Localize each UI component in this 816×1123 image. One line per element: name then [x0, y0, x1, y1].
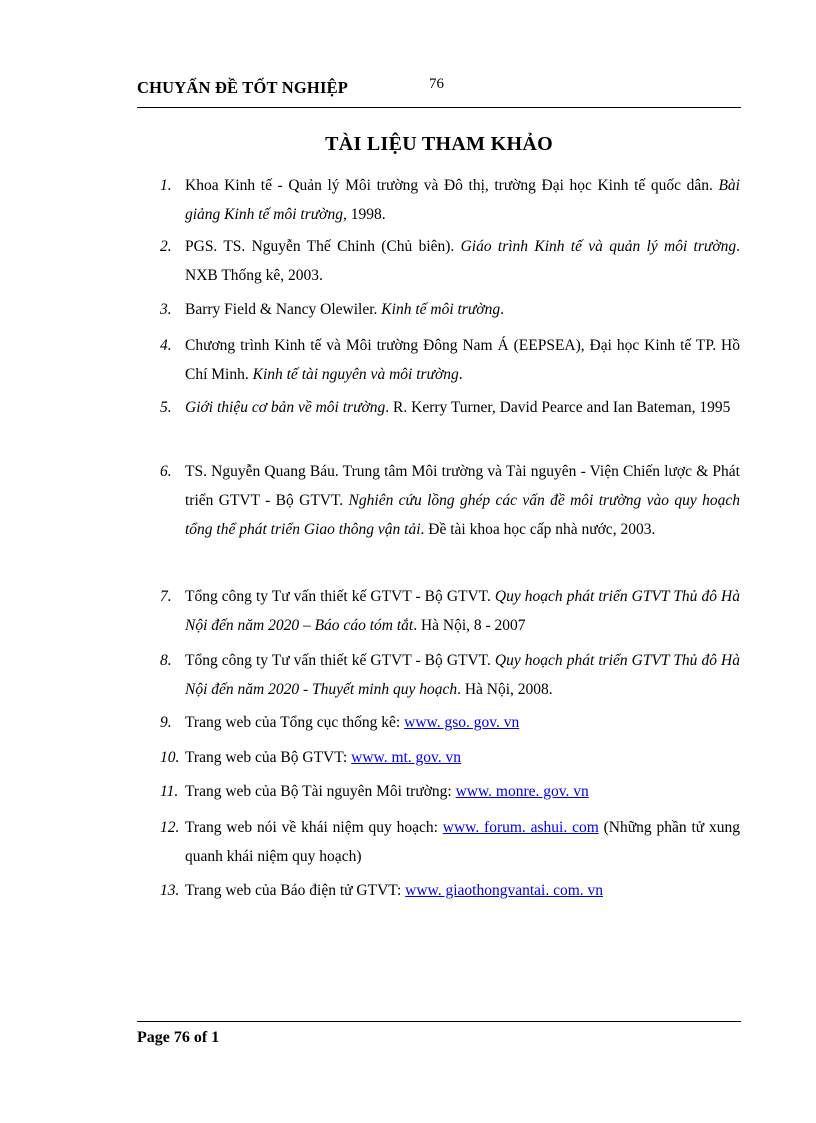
- reference-text: [185, 708, 740, 737]
- reference-text: [185, 331, 740, 389]
- reference-text-segment: Trang web của Báo điện tử GTVT:: [185, 882, 406, 899]
- reference-number: 5.: [160, 399, 172, 416]
- reference-text-segment: Khoa Kinh tế - Quản lý Môi trường và Đô thị, trường Đại học Kinh tế quốc dân.: [185, 177, 719, 194]
- reference-text-segment: . NXB Thống kê, 2003.: [185, 238, 740, 284]
- reference-text: [185, 777, 740, 806]
- header-title: CHUYẤN ĐỀ TỐT NGHIỆP: [137, 78, 349, 97]
- reference-italic-title: Nghiên cứu lồng ghép các vấn đề môi trường vào quy hoạch tổng thể phát triển Giao thông vận tải: [185, 492, 740, 538]
- reference-item: [160, 171, 740, 229]
- reference-number: 12.: [160, 819, 180, 836]
- reference-number: 9.: [160, 714, 172, 731]
- page-title: TÀI LIỆU THAM KHẢO: [325, 133, 553, 155]
- reference-text-segment: (Những phần tử xung quanh khái niệm quy hoạch): [185, 819, 741, 865]
- reference-item: [160, 295, 740, 324]
- reference-text-segment: Tổng công ty Tư vấn thiết kế GTVT - Bộ GTVT.: [185, 588, 495, 605]
- reference-link[interactable]: www. monre. gov. vn: [455, 783, 589, 800]
- reference-text-segment: PGS. TS. Nguyễn Thế Chinh (Chủ biên).: [185, 238, 461, 255]
- header-rule: [137, 107, 741, 108]
- reference-italic-title: Kinh tế môi trường: [381, 301, 501, 318]
- header-page-number: 76: [429, 76, 444, 92]
- reference-link[interactable]: www. gso. gov. vn: [404, 714, 520, 731]
- reference-text: [185, 876, 740, 905]
- reference-text-segment: Trang web của Tổng cục thống kê:: [185, 714, 405, 731]
- reference-item: [160, 331, 740, 389]
- reference-text-segment: Trang web của Bộ Tài nguyên Môi trường:: [185, 783, 456, 800]
- reference-text-segment: .: [458, 366, 463, 383]
- reference-text: [185, 457, 740, 544]
- reference-text: [185, 582, 740, 640]
- reference-text-segment: . Đề tài khoa học cấp nhà nước, 2003.: [420, 521, 656, 538]
- page-header: [137, 74, 741, 108]
- reference-item: [160, 232, 740, 290]
- reference-item: [160, 708, 740, 737]
- reference-italic-title: Quy hoạch phát triển GTVT Thủ đô Hà Nội đến năm 2020 - Thuyết minh quy hoạch: [185, 652, 740, 698]
- reference-text-segment: Tổng công ty Tư vấn thiết kế GTVT - Bộ GTVT.: [185, 652, 495, 669]
- reference-link[interactable]: www. forum. ashui. com: [442, 819, 599, 836]
- reference-text-segment: 1998.: [346, 206, 386, 223]
- reference-item: [160, 646, 740, 704]
- reference-text: [185, 232, 740, 290]
- reference-item: [160, 743, 740, 772]
- reference-text-segment: Chương trình Kinh tế và Môi trường Đông Nam Á (EEPSEA), Đại học Kinh tế TP. Hồ Chí Minh.: [185, 337, 740, 383]
- reference-number: 6.: [160, 463, 172, 480]
- footer-rule: [137, 1021, 741, 1022]
- reference-number: 7.: [160, 588, 172, 605]
- reference-item: [160, 813, 740, 871]
- reference-text-segment: Trang web của Bộ GTVT:: [185, 749, 352, 766]
- reference-italic-title: Giáo trình Kinh tế và quản lý môi trường: [460, 238, 737, 255]
- reference-text-segment: Barry Field & Nancy Olewiler.: [185, 301, 382, 318]
- reference-item: [160, 582, 740, 640]
- reference-number: 4.: [160, 337, 172, 354]
- reference-italic-title: Bài giảng Kinh tế môi trường,: [185, 177, 740, 223]
- reference-text: [185, 743, 740, 772]
- reference-number: 1.: [160, 177, 172, 194]
- reference-text: [185, 171, 740, 229]
- reference-number: 3.: [160, 301, 172, 318]
- reference-italic-title: Giới thiệu cơ bản về môi trường: [185, 399, 386, 416]
- reference-text: [185, 646, 740, 704]
- reference-text-segment: . Hà Nội, 2008.: [457, 681, 553, 698]
- reference-text: [185, 295, 740, 324]
- reference-text-segment: TS. Nguyễn Quang Báu. Trung tâm Môi trường và Tài nguyên - Viện Chiến lược & Phát triển GTVT - Bộ GTVT.: [185, 463, 740, 509]
- reference-number: 8.: [160, 652, 172, 669]
- reference-item: [160, 393, 740, 422]
- reference-item: [160, 777, 740, 806]
- reference-item: [160, 457, 740, 544]
- reference-text-segment: . Hà Nội, 8 - 2007: [413, 617, 526, 634]
- reference-italic-title: Kinh tế tài nguyên và môi trường: [252, 366, 459, 383]
- reference-number: 2.: [160, 238, 172, 255]
- reference-text: [185, 393, 740, 422]
- reference-text-segment: . R. Kerry Turner, David Pearce and Ian Bateman, 1995: [385, 399, 731, 416]
- reference-italic-title: Quy hoạch phát triển GTVT Thủ đô Hà Nội đến năm 2020 – Báo cáo tóm tắt: [185, 588, 740, 634]
- reference-text-segment: Trang web nói về khái niệm quy hoạch:: [185, 819, 443, 836]
- reference-link[interactable]: www. mt. gov. vn: [351, 749, 462, 766]
- reference-number: 11.: [160, 783, 179, 800]
- reference-number: 13.: [160, 882, 180, 899]
- reference-text-segment: .: [500, 301, 504, 318]
- page-footer: Page 76 of 1: [137, 1029, 220, 1046]
- reference-number: 10.: [160, 749, 180, 766]
- reference-text: [185, 813, 740, 871]
- reference-link[interactable]: www. giaothongvantai. com. vn: [405, 882, 604, 899]
- reference-item: [160, 876, 740, 905]
